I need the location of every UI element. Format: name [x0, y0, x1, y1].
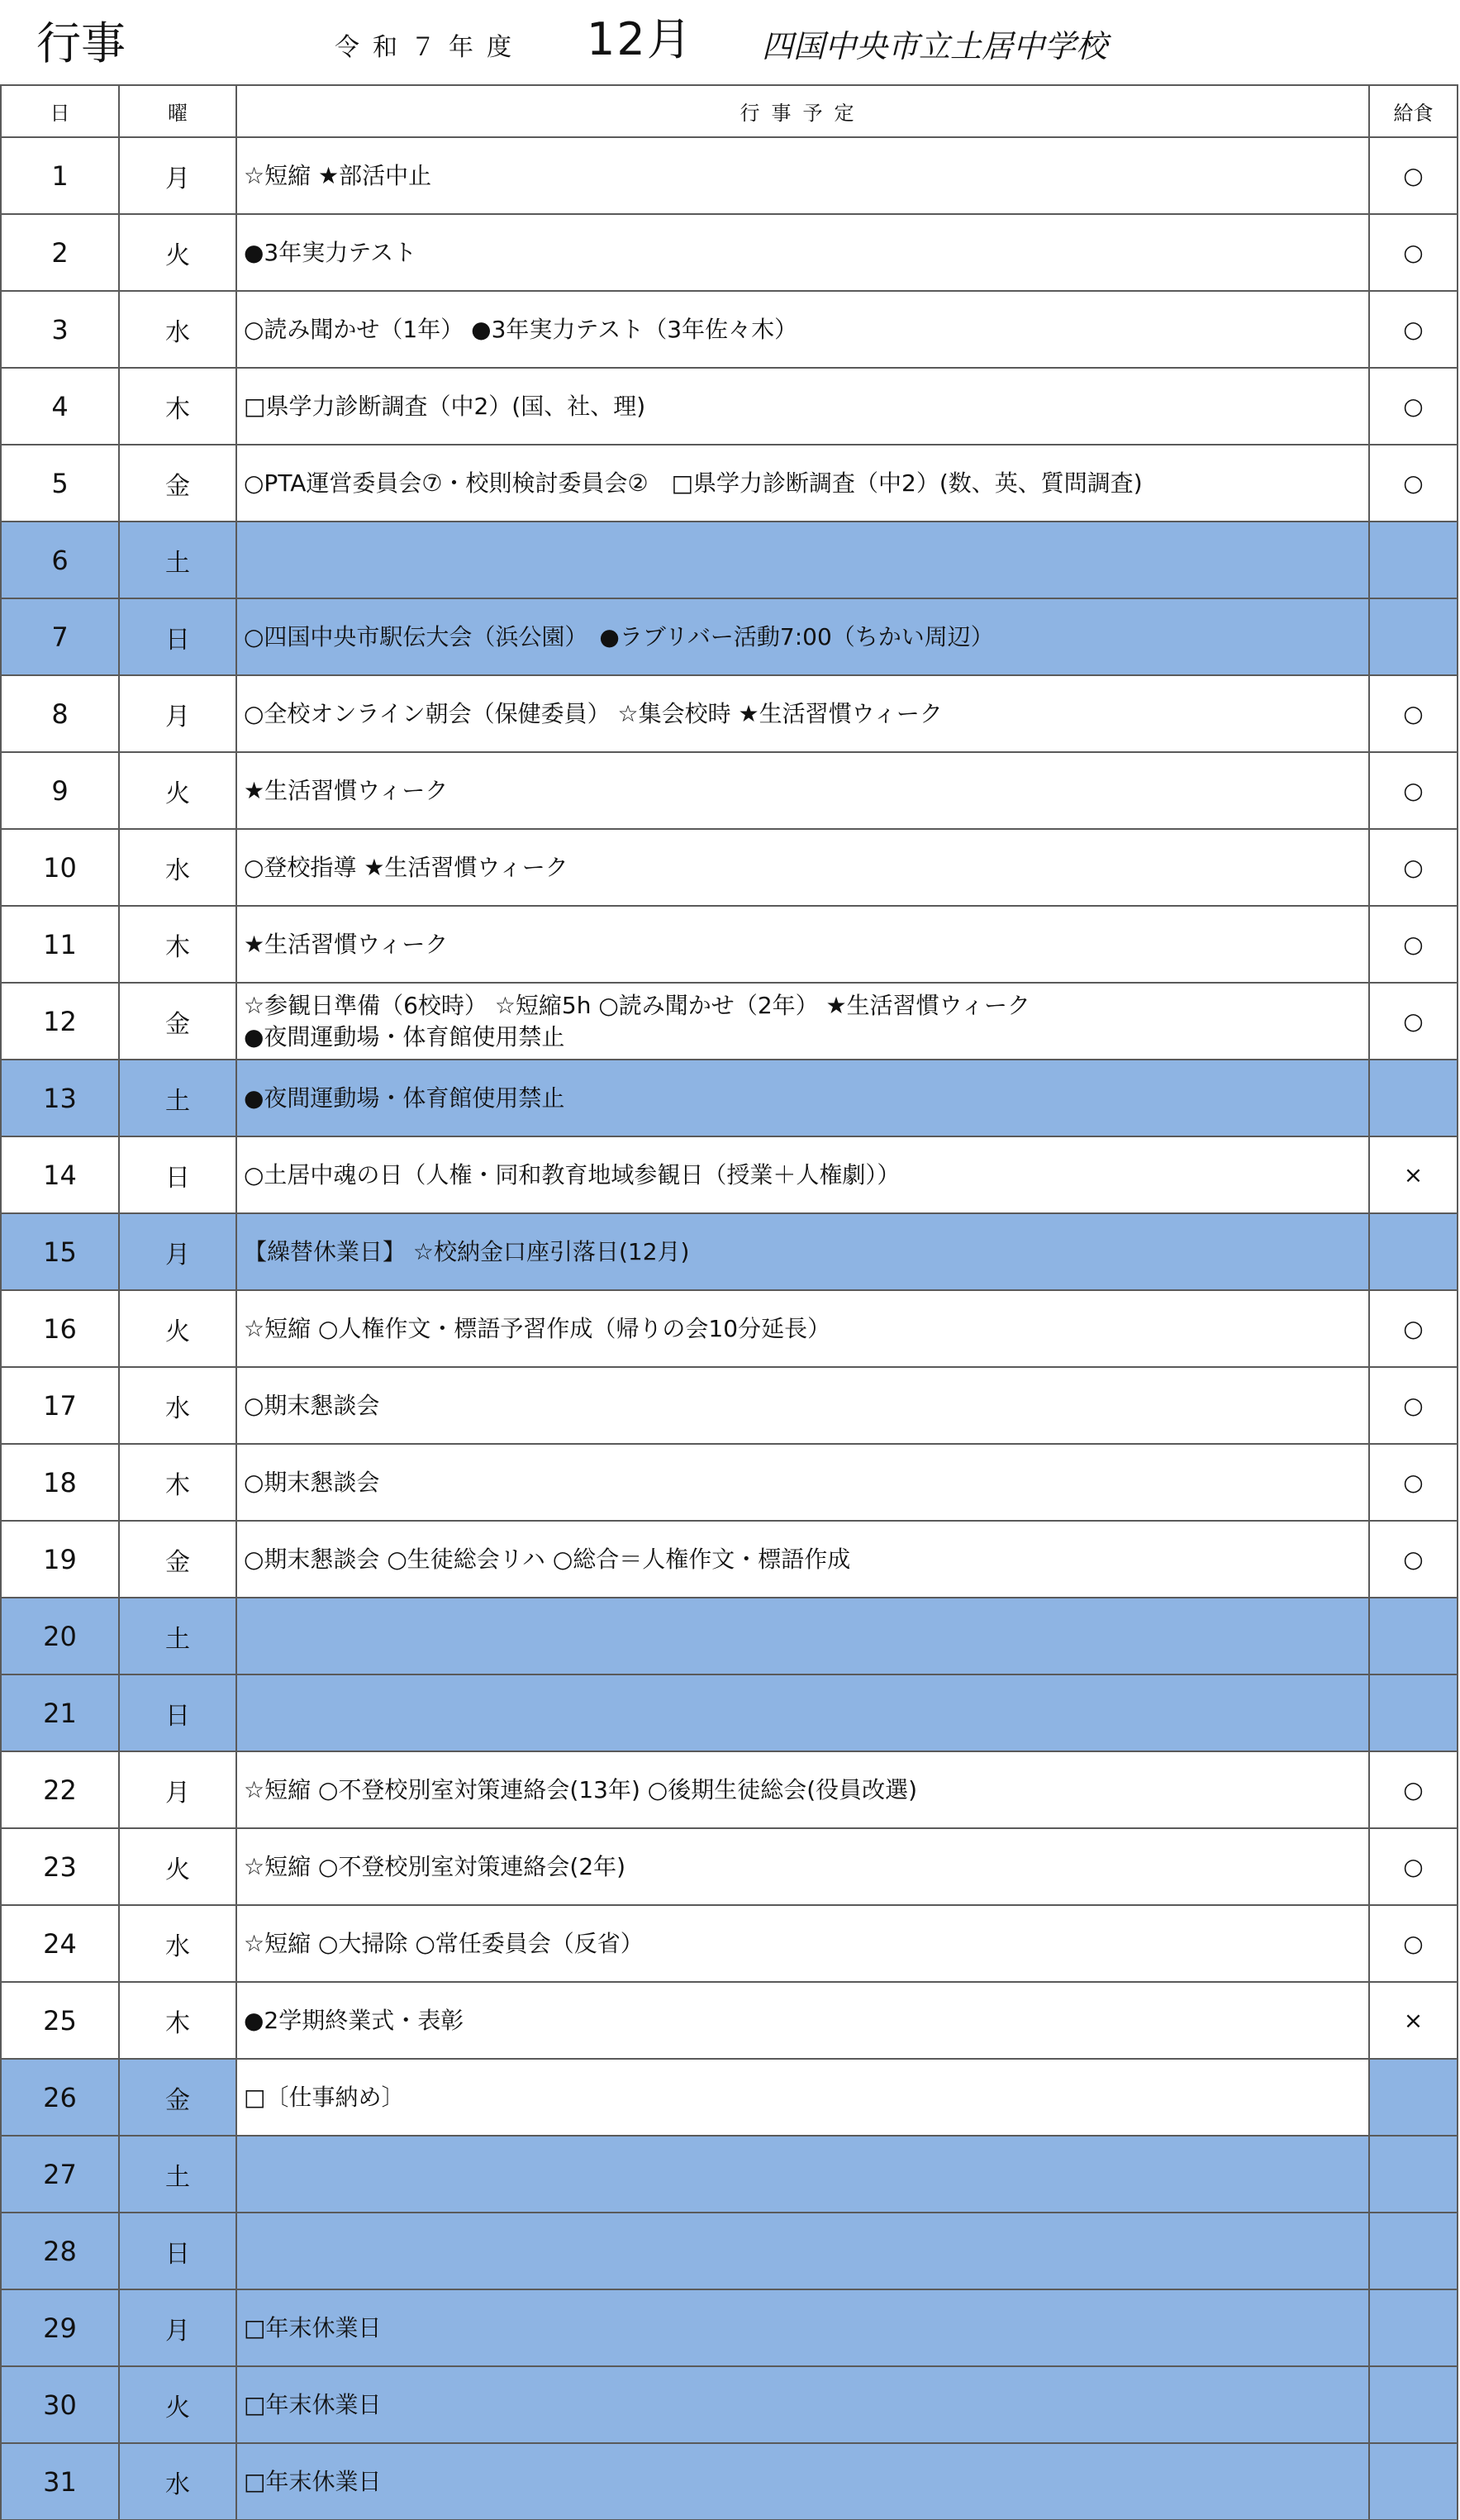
lunch-cell	[1369, 1213, 1458, 1290]
weekday-cell: 水	[119, 291, 236, 368]
lunch-cell: ○	[1369, 829, 1458, 906]
column-header-weekday: 曜	[119, 85, 236, 137]
weekday-cell: 水	[119, 1905, 236, 1982]
weekday-cell: 金	[119, 445, 236, 522]
event-schedule-table	[0, 84, 1458, 2520]
lunch-cell: ×	[1369, 1982, 1458, 2059]
lunch-cell	[1369, 2289, 1458, 2366]
table-row	[1, 137, 1458, 214]
table-row	[1, 1828, 1458, 1905]
weekday-cell: 火	[119, 1290, 236, 1367]
lunch-cell	[1369, 1598, 1458, 1674]
day-cell: 14	[1, 1136, 119, 1213]
event-cell: 【繰替休業日】 ☆校納金口座引落日(12月)	[236, 1213, 1369, 1290]
table-row	[1, 2136, 1458, 2213]
event-cell: ○登校指導 ★生活習慣ウィーク	[236, 829, 1369, 906]
table-row	[1, 983, 1458, 1060]
column-header-event: 行事予定	[236, 85, 1369, 137]
table-row	[1, 2059, 1458, 2136]
table-row	[1, 1674, 1458, 1751]
event-cell: ☆短縮 ○大掃除 ○常任委員会（反省）	[236, 1905, 1369, 1982]
table-row	[1, 522, 1458, 598]
calendar-header	[0, 0, 1460, 84]
table-row	[1, 445, 1458, 522]
table-row	[1, 2366, 1458, 2443]
lunch-cell	[1369, 522, 1458, 598]
lunch-cell: ○	[1369, 1751, 1458, 1828]
event-cell: ●2学期終業式・表彰	[236, 1982, 1369, 2059]
event-cell: ●3年実力テスト	[236, 214, 1369, 291]
column-header-lunch: 給食	[1369, 85, 1458, 137]
day-cell: 29	[1, 2289, 119, 2366]
lunch-cell	[1369, 1674, 1458, 1751]
table-row	[1, 1982, 1458, 2059]
event-cell	[236, 2213, 1369, 2289]
event-cell: □年末休業日	[236, 2366, 1369, 2443]
table-row	[1, 598, 1458, 675]
day-cell: 8	[1, 675, 119, 752]
event-cell: ★生活習慣ウィーク	[236, 752, 1369, 829]
day-cell: 5	[1, 445, 119, 522]
day-cell: 2	[1, 214, 119, 291]
lunch-cell: ○	[1369, 1367, 1458, 1444]
day-cell: 23	[1, 1828, 119, 1905]
table-row	[1, 1521, 1458, 1598]
day-cell: 1	[1, 137, 119, 214]
event-cell	[236, 522, 1369, 598]
day-cell: 28	[1, 2213, 119, 2289]
day-cell: 26	[1, 2059, 119, 2136]
day-cell: 30	[1, 2366, 119, 2443]
day-cell: 25	[1, 1982, 119, 2059]
day-cell: 19	[1, 1521, 119, 1598]
event-cell: □〔仕事納め〕	[236, 2059, 1369, 2136]
weekday-cell: 木	[119, 1444, 236, 1521]
lunch-cell: ○	[1369, 983, 1458, 1060]
weekday-cell: 月	[119, 2289, 236, 2366]
page-title: 行事	[36, 17, 126, 69]
table-row	[1, 1060, 1458, 1136]
table-row	[1, 291, 1458, 368]
event-cell: ○四国中央市駅伝大会（浜公園） ●ラブリバー活動7:00（ちかい周辺）	[236, 598, 1369, 675]
weekday-cell: 火	[119, 1828, 236, 1905]
lunch-cell: ○	[1369, 752, 1458, 829]
schedule-rows	[1, 137, 1458, 2520]
month-label: 12月	[587, 13, 693, 65]
lunch-cell: ○	[1369, 445, 1458, 522]
weekday-cell: 金	[119, 2059, 236, 2136]
weekday-cell: 土	[119, 2136, 236, 2213]
table-row	[1, 2213, 1458, 2289]
day-cell: 15	[1, 1213, 119, 1290]
event-cell: □年末休業日	[236, 2443, 1369, 2520]
event-cell: ☆短縮 ○不登校別室対策連絡会(2年)	[236, 1828, 1369, 1905]
table-row	[1, 1136, 1458, 1213]
day-cell: 31	[1, 2443, 119, 2520]
lunch-cell: ○	[1369, 137, 1458, 214]
weekday-cell: 水	[119, 829, 236, 906]
day-cell: 17	[1, 1367, 119, 1444]
weekday-cell: 火	[119, 214, 236, 291]
day-cell: 20	[1, 1598, 119, 1674]
day-cell: 3	[1, 291, 119, 368]
table-row	[1, 1213, 1458, 1290]
day-cell: 7	[1, 598, 119, 675]
event-cell: ○全校オンライン朝会（保健委員） ☆集会校時 ★生活習慣ウィーク	[236, 675, 1369, 752]
event-cell	[236, 1598, 1369, 1674]
event-cell: ○期末懇談会	[236, 1367, 1369, 1444]
weekday-cell: 金	[119, 983, 236, 1060]
weekday-cell: 日	[119, 598, 236, 675]
day-cell: 21	[1, 1674, 119, 1751]
event-cell	[236, 2136, 1369, 2213]
weekday-cell: 土	[119, 1060, 236, 1136]
table-row	[1, 752, 1458, 829]
fiscal-year-label: 令和７年度	[335, 33, 525, 62]
weekday-cell: 木	[119, 1982, 236, 2059]
weekday-cell: 土	[119, 1598, 236, 1674]
table-row	[1, 1751, 1458, 1828]
weekday-cell: 水	[119, 1367, 236, 1444]
day-cell: 11	[1, 906, 119, 983]
lunch-cell	[1369, 2136, 1458, 2213]
event-cell: ○期末懇談会 ○生徒総会リハ ○総合＝人権作文・標語作成	[236, 1521, 1369, 1598]
weekday-cell: 火	[119, 2366, 236, 2443]
day-cell: 27	[1, 2136, 119, 2213]
lunch-cell: ○	[1369, 214, 1458, 291]
event-cell: ☆短縮 ○人権作文・標語予習作成（帰りの会10分延長）	[236, 1290, 1369, 1367]
lunch-cell: ○	[1369, 291, 1458, 368]
table-row	[1, 1598, 1458, 1674]
weekday-cell: 水	[119, 2443, 236, 2520]
lunch-cell	[1369, 2366, 1458, 2443]
day-cell: 6	[1, 522, 119, 598]
weekday-cell: 月	[119, 137, 236, 214]
event-cell	[236, 1674, 1369, 1751]
lunch-cell	[1369, 2443, 1458, 2520]
table-row	[1, 2443, 1458, 2520]
table-row	[1, 1367, 1458, 1444]
event-cell: ☆短縮 ★部活中止	[236, 137, 1369, 214]
lunch-cell: ○	[1369, 1828, 1458, 1905]
lunch-cell: ○	[1369, 1444, 1458, 1521]
day-cell: 22	[1, 1751, 119, 1828]
weekday-cell: 日	[119, 2213, 236, 2289]
table-row	[1, 368, 1458, 445]
table-row	[1, 1444, 1458, 1521]
event-cell: ●夜間運動場・体育館使用禁止	[236, 1060, 1369, 1136]
table-row	[1, 675, 1458, 752]
lunch-cell: ×	[1369, 1136, 1458, 1213]
table-row	[1, 1905, 1458, 1982]
event-cell: ○土居中魂の日（人権・同和教育地域参観日（授業＋人権劇））	[236, 1136, 1369, 1213]
school-name: 四国中央市立土居中学校	[762, 28, 1108, 64]
weekday-cell: 木	[119, 368, 236, 445]
lunch-cell	[1369, 2059, 1458, 2136]
lunch-cell: ○	[1369, 1905, 1458, 1982]
day-cell: 10	[1, 829, 119, 906]
day-cell: 16	[1, 1290, 119, 1367]
event-cell: □年末休業日	[236, 2289, 1369, 2366]
table-row	[1, 829, 1458, 906]
event-cell: ☆参観日準備（6校時） ☆短縮5h ○読み聞かせ（2年） ★生活習慣ウィーク ●夜間運動場・体育館使用禁止	[236, 983, 1369, 1060]
lunch-cell: ○	[1369, 1521, 1458, 1598]
weekday-cell: 火	[119, 752, 236, 829]
weekday-cell: 月	[119, 1213, 236, 1290]
event-cell: ○PTA運営委員会⑦・校則検討委員会② □県学力診断調査（中2）(数、英、質問調査)	[236, 445, 1369, 522]
weekday-cell: 日	[119, 1136, 236, 1213]
lunch-cell: ○	[1369, 675, 1458, 752]
table-row	[1, 1290, 1458, 1367]
day-cell: 24	[1, 1905, 119, 1982]
table-row	[1, 906, 1458, 983]
weekday-cell: 土	[119, 522, 236, 598]
event-cell: ○読み聞かせ（1年） ●3年実力テスト（3年佐々木）	[236, 291, 1369, 368]
day-cell: 12	[1, 983, 119, 1060]
event-cell: ○期末懇談会	[236, 1444, 1369, 1521]
weekday-cell: 月	[119, 675, 236, 752]
weekday-cell: 日	[119, 1674, 236, 1751]
table-header-row	[1, 85, 1458, 137]
lunch-cell	[1369, 598, 1458, 675]
event-cell: ☆短縮 ○不登校別室対策連絡会(13年) ○後期生徒総会(役員改選)	[236, 1751, 1369, 1828]
lunch-cell: ○	[1369, 368, 1458, 445]
table-row	[1, 2289, 1458, 2366]
lunch-cell	[1369, 1060, 1458, 1136]
event-cell: □県学力診断調査（中2）(国、社、理)	[236, 368, 1369, 445]
weekday-cell: 金	[119, 1521, 236, 1598]
table-row	[1, 214, 1458, 291]
weekday-cell: 木	[119, 906, 236, 983]
day-cell: 13	[1, 1060, 119, 1136]
lunch-cell: ○	[1369, 906, 1458, 983]
day-cell: 9	[1, 752, 119, 829]
event-cell: ★生活習慣ウィーク	[236, 906, 1369, 983]
column-header-day: 日	[1, 85, 119, 137]
weekday-cell: 月	[119, 1751, 236, 1828]
day-cell: 4	[1, 368, 119, 445]
day-cell: 18	[1, 1444, 119, 1521]
lunch-cell	[1369, 2213, 1458, 2289]
lunch-cell: ○	[1369, 1290, 1458, 1367]
